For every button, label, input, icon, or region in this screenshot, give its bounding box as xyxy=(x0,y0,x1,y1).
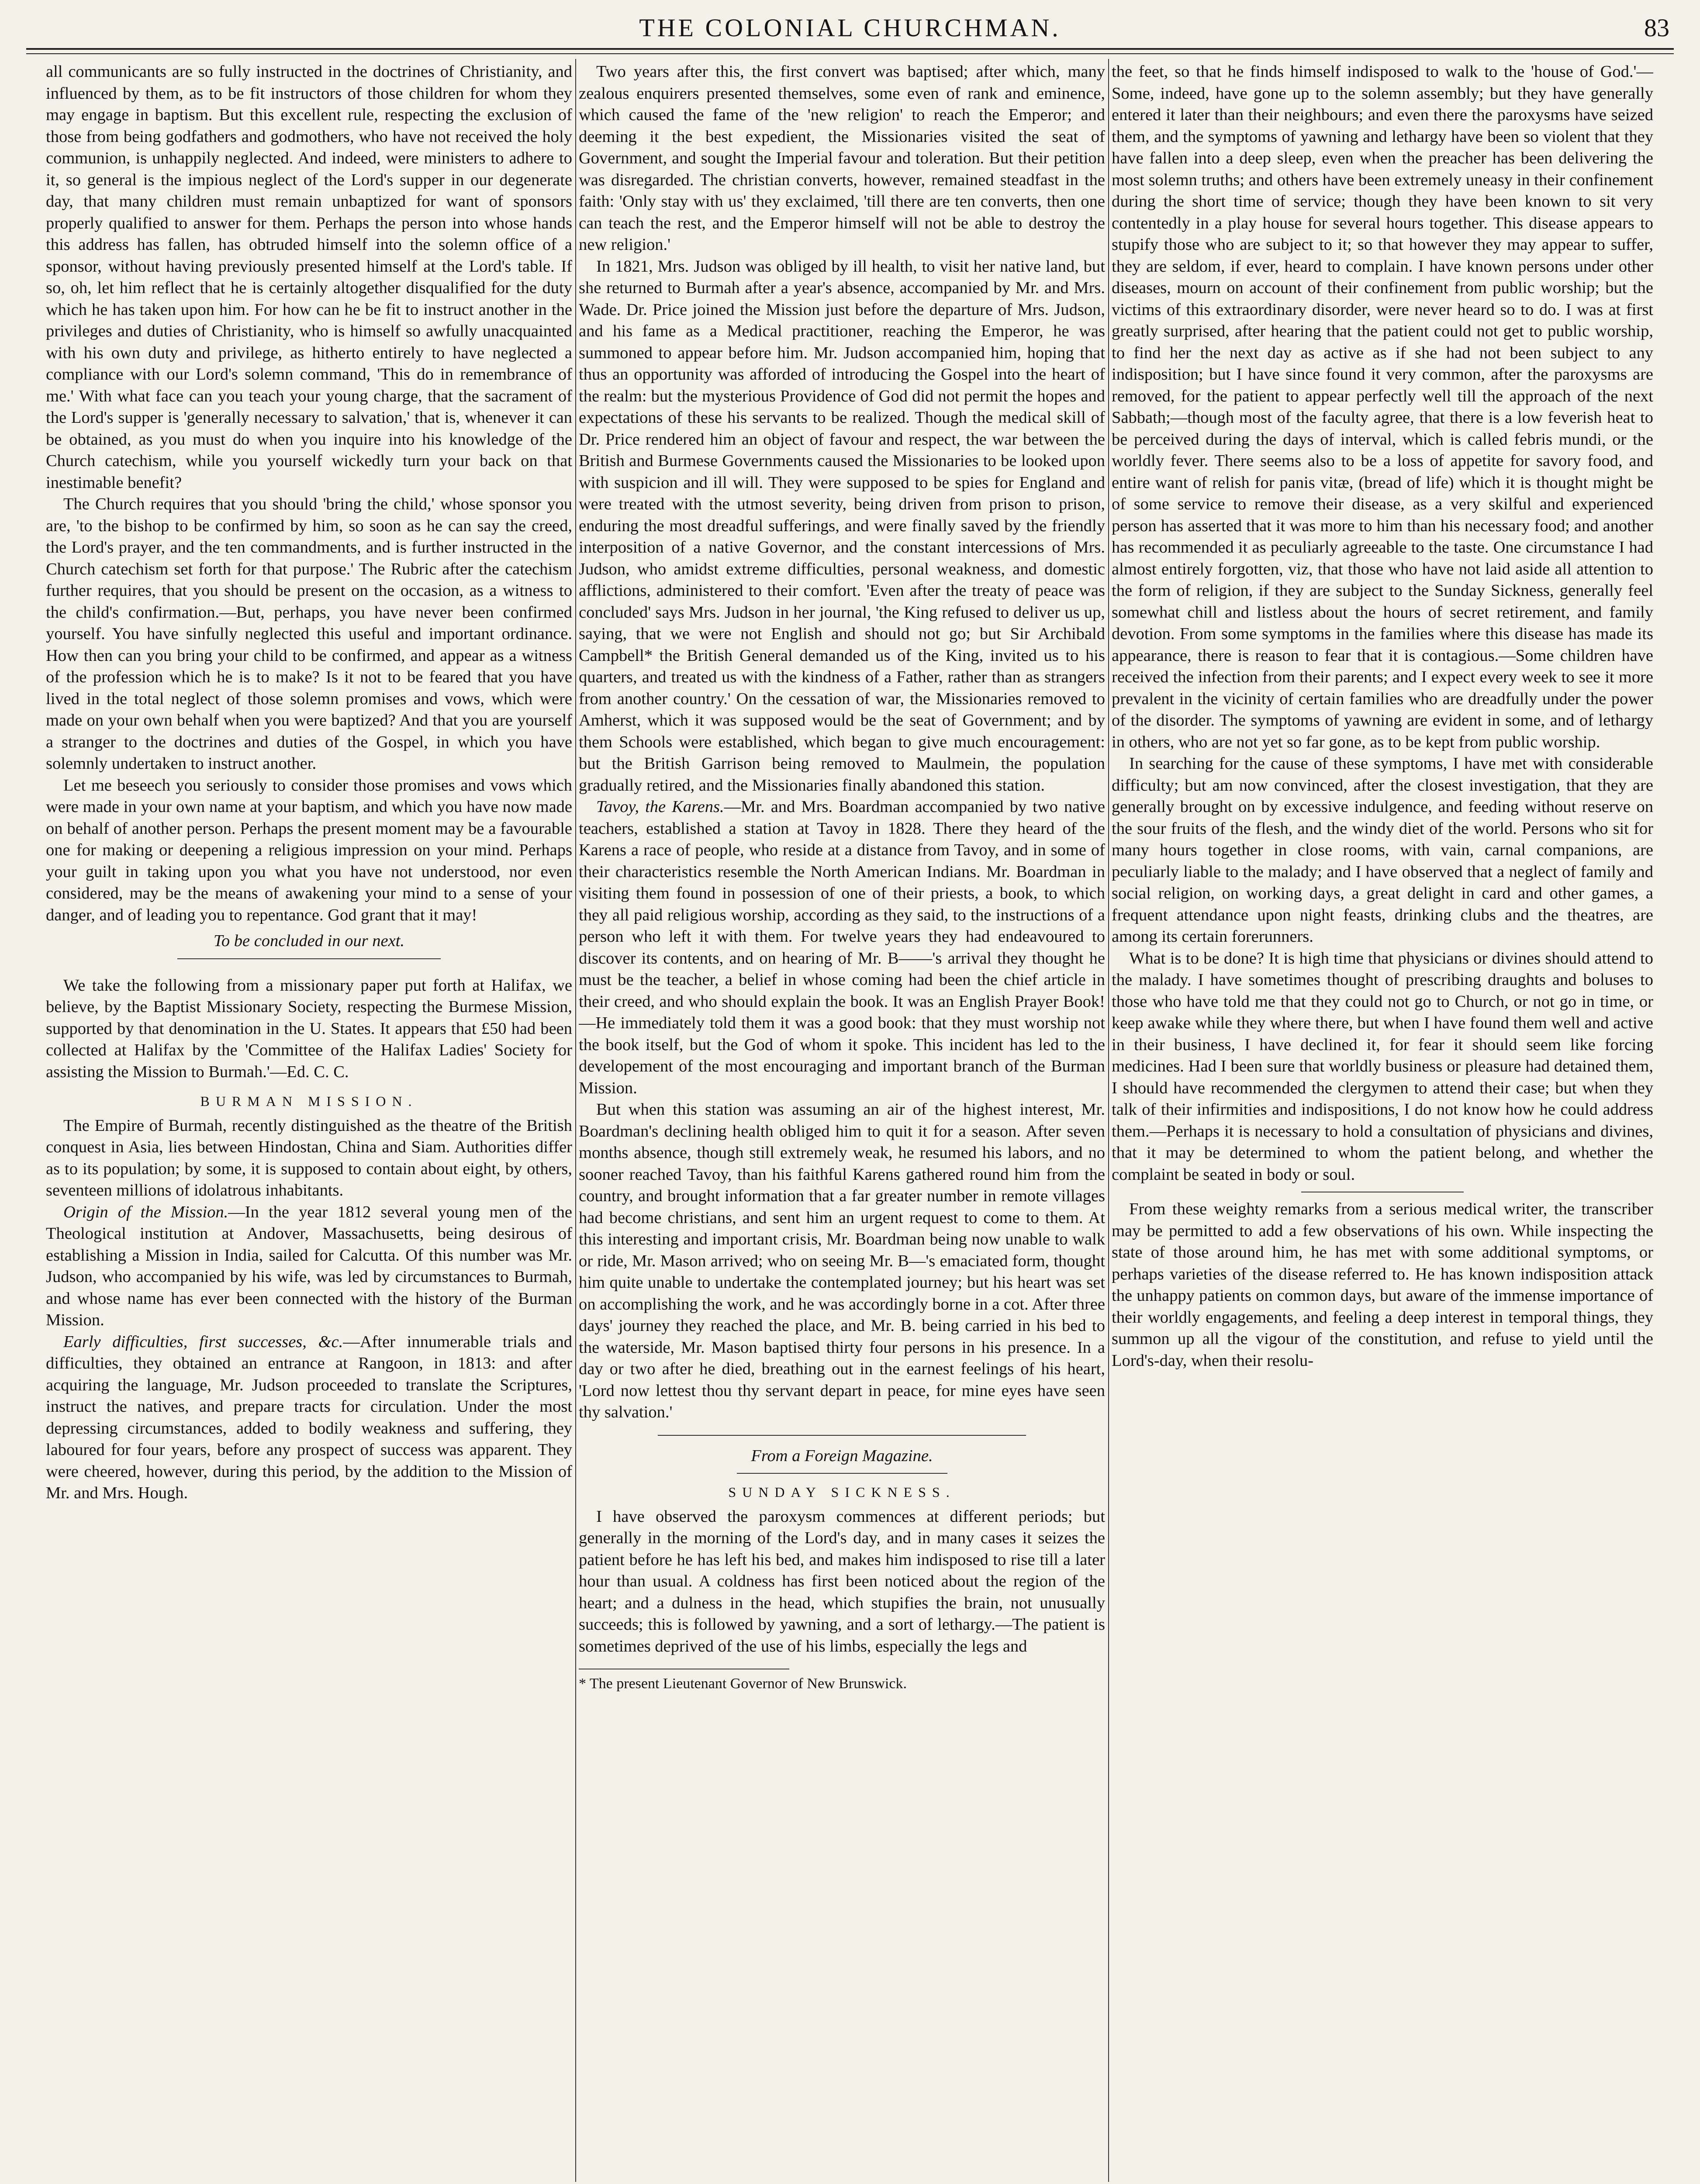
paragraph: Early difficulties, first successes, &c.—After innumerable trials and difficulties, they obtained an entrance at Rangoon, in 1813: and after acquiring the language, Mr. Judson proceeded to translate the Scriptures, instruct the natives, and prepare tracts for circulation. Under the most depressing circumstances, added to bodily weakness and suffering, they laboured for four years, before any prospect of success was apparent. They were cheered, however, during this period, by the addition to the Mission of Mr. and Mrs. Hough. xyxy=(46,1332,572,1502)
column-divider xyxy=(575,59,576,2182)
paragraph: I have observed the paroxysm commences at different periods; but generally in the morning of the Lord's day, and in many cases it seizes the patient before he has left his bed, and makes him indisposed to rise till a later hour than usual. A coldness has first been noticed about the region of the heart; and a dulness in the head, which stupifies the brain, not unusually succeeds; this is followed by yawning, and a sort of lethargy.—The patient is sometimes deprived of the use of his limbs, especially the legs and xyxy=(579,1507,1105,1655)
paragraph: The Empire of Burmah, recently distinguished as the theatre of the British conquest in Asia, lies between Hindostan, China and Siam. Authorities differ as to its population; by some, it is supposed to contain about eight, by others, seventeen millions of idolatrous inhabitants. xyxy=(46,1116,572,1199)
column-1 xyxy=(46,61,572,2184)
subheading: Early difficulties, first successes, &c. xyxy=(63,1332,343,1351)
masthead-title: THE COLONIAL CHURCHMAN. xyxy=(639,14,1061,42)
column-divider xyxy=(1108,59,1109,2182)
paragraph: The Church requires that you should 'bring the child,' whose sponsor you are, 'to the bishop to be confirmed by him, so soon as he can say the creed, the Lord's prayer, and the ten commandments, and is further instructed in the Church catechism set forth for that purpose.' The Rubric after the catechism further requires, that you should be present on the occasion, as a witness to the child's confirmation.—But, perhaps, you have never been confirmed yourself. You have sinfully neglected this useful and important ordinance. How then can you bring your child to be confirmed, and appear as a witness of the profession which he is to make? Is it not to be feared that you have lived in the total neglect of those solemn promises and vows, which were made on your own behalf when you were baptized? And that you are yourself a stranger to the doctrines and duties of the Gospel, in which you have solemnly undertaken to instruct another. xyxy=(46,495,572,773)
paragraph: all communicants are so fully instructed in the doctrines of Christianity, and influenced by them, as to be fit instructors of those children for whom they may engage in baptism. But this excellent rule, respecting the exclusion of those from being godfathers and godmothers, who have not received the holy communion, is unhappily neglected. And indeed, were ministers to adhere to it, so general is the impious neglect of the Lord's supper in our degenerate day, that many children must remain unbaptized for want of sponsors properly qualified to answer for them. Perhaps the person into whose hands this address has fallen, has obtruded himself into the solemn office of a sponsor, without having previously presented himself at the Lord's table. If so, oh, let him reflect that he is certainly altogether disqualified for the duty which he has taken upon him. For how can he be fit to instruct another in the privileges and duties of Christianity, who is himself so awfully unacquainted with his own duty and privilege, as hitherto entirely to have neglected a compliance with our Lord's solemn command, 'This do in remembrance of me.' With what face can you teach your young charge, that the sacrament of the Lord's supper is 'generally necessary to salvation,' that is, whenever it can be obtained, as you must do when you inquire into his knowledge of the Church catechism, while you yourself wickedly turn your back on that inestimable benefit? xyxy=(46,62,572,492)
column-2 xyxy=(579,61,1105,2184)
column-3 xyxy=(1112,61,1653,2184)
section-rule xyxy=(737,1473,947,1474)
source-line: From a Foreign Magazine. xyxy=(751,1446,933,1465)
footnote-text: * The present Lieutenant Governor of New Brunswick. xyxy=(579,1676,907,1692)
section-rule xyxy=(177,958,441,959)
section-heading: SUNDAY SICKNESS. xyxy=(728,1484,956,1500)
header-rule xyxy=(26,48,1674,50)
paragraph: What is to be done? It is high time that physicians or divines should attend to the malady. I have sometimes thought of prescribing draughts and boluses to those who have told me that they could not go to Church, or not go in time, or keep awake while they where there, but when I have found them well and active in their business, I have declined it, for fear it should seem like forcing medicines. Had I been sure that worldly business or pleasure had detained them, I should have recommended the clergymen to attend their case; but when they talk of their infirmities and indispositions, I do not know how he could address them.—Perhaps it is necessary to hold a consultation of physicians and divines, that it may be determined to whom the patient belong, and whether the complaint be seated in body or soul. xyxy=(1112,949,1653,1184)
paragraph: Origin of the Mission.—In the year 1812 several young men of the Theological institution at Andover, Massachusetts, being desirous of establishing a Mission in India, sailed for Calcutta. Of this number was Mr. Judson, who accompanied by his wife, was led by circumstances to Burmah, and whose name has ever been connected with the history of the Burman Mission. xyxy=(46,1203,572,1329)
editorial-intro: We take the following from a missionary paper put forth at Halifax, we believe, by the Baptist Missionary Society, respecting the Burmese Mission, supported by that denomination in the U. States. It appears that £50 had been collected at Halifax by the 'Committee of the Halifax Ladies' Society for assisting the Mission to Burmah.'—Ed. C. C. xyxy=(46,976,572,1081)
paragraph: Let me beseech you seriously to consider those promises and vows which were made in your own name at your baptism, and which you have now made on behalf of another person. Perhaps the present moment may be a favourable one for making or deepening a religious impression on your mind. Perhaps your guilt in taking upon you what you have not understood, nor even considered, may be the means of awakening your mind to a sense of your danger, and of leading you to repentance. God grant that it may! xyxy=(46,776,572,924)
paragraph: the feet, so that he finds himself indisposed to walk to the 'house of God.'—Some, indeed, have gone up to the solemn assembly; but they have generally entered it later than their neighbours; and even there the paroxysms have seized them, and the symptoms of yawning and lethargy have been so violent that they have fallen into a deep sleep, even when the preacher has been delivering the most solemn truths; and others have been extremely uneasy in their confinement during the short time of service; though they have been known to sit very contentedly in a play house for several hours together. This disease appears to stupify those who are subject to it; so that however they may appear to suffer, they are seldom, if ever, heard to complain. I have known persons under other diseases, mourn on account of their confinement from public worship; but the victims of this extraordinary disorder, were never heard so to do. I was at first greatly surprised, after hearing that the patient could not get to public worship, to find her the next day as active as if she had not been subject to any indisposition; but I have since found it very common, after the paroxysms are removed, for the patient to appear perfectly well till the approach of the next Sabbath;—though most of the faculty agree, that there is a low feverish heat to be perceived during the days of interval, which is called febris mundi, or the worldly fever. There seems also to be a loss of appetite for savory food, and entire want of relish for panis vitæ, (bread of life) which it is thought might be of some service to remove their disease, as a very skilful and experienced person has asserted that it was more to him than his necessary food; and another has recommended it as peculiarly agreeable to the taste. One circumstance I had almost entirely forgotten, viz, that those who have not laid aside all attention to the form of religion, if they are subject to the Sunday Sickness, generally feel somewhat chill and listless about the hours of secret retirement, and family devotion. From some symptoms in the families where this disease has made its appearance, there is reason to fear that it is contagious.—Some children have received the infection from their parents; and I expect every week to see it more prevalent in the vicinity of certain families who are dreadfully under the power of the disorder. The symptoms of yawning are evident in some, and of lethargy in others, who are not yet so far gone, as to be kept from public worship. xyxy=(1112,62,1653,751)
paragraph: Two years after this, the first convert was baptised; after which, many zealous enquirers presented themselves, some even of rank and eminence, which caused the fame of the 'new religion' to reach the Emperor; and deeming it the best expedient, the Missionaries visited the seat of Government, and sought the Imperial favour and toleration. But their petition was disregarded. The christian converts, however, remained steadfast in the faith: 'Only stay with us' they exclaimed, 'till there are ten converts, then one can teach the rest, and the Emperor himself will not be able to destroy the new religion.' xyxy=(579,62,1105,254)
paragraph: From these weighty remarks from a serious medical writer, the transcriber may be permitted to add a few observations of his own. While inspecting the state of those around him, he has met with some additional symptoms, or perhaps varieties of the disease referred to. He has known indisposition attack the unhappy patients on common days, but aware of the immense importance of their worldly engagements, and feeling a deep interest in temporal things, they summon up all the vigour of the constitution, and refuse to yield until the Lord's-day, when their resolu- xyxy=(1112,1200,1653,1370)
section-heading: BURMAN MISSION. xyxy=(200,1093,418,1109)
page-header xyxy=(26,9,1674,50)
paragraph: In 1821, Mrs. Judson was obliged by ill health, to visit her native land, but she returned to Burmah after a year's absence, accompanied by Mr. and Mrs. Wade. Dr. Price joined the Mission just before the departure of Mrs. Judson, and his fame as a Medical practitioner, reaching the Emperor, he was summoned to appear before him. Mr. Judson accompanied him, hoping that thus an opportunity was afforded of introducing the Gospel into the heart of the realm: but the mysterious Providence of God did not permit the hopes and expectations of these his servants to be realized. Though the medical skill of Dr. Price rendered him an object of favour and respect, the war between the British and Burmese Governments caused the Missionaries to be looked upon with suspicion and ill will. They were supposed to be spies for England and were treated with the utmost severity, being driven from prison to prison, enduring the most dreadful sufferings, and were finally saved by the friendly interposition of a native Governor, and the constant intercessions of Mrs. Judson, who amidst extreme difficulties, personal weakness, and domestic afflictions, administered to their comfort. 'Even after the treaty of peace was concluded' says Mrs. Judson in her journal, 'the King refused to deliver us up, saying, that we were not English and should not go; but Sir Archibald Campbell* the British General demanded us of the King, invited us to his quarters, and treated us with the kindness of a Father, rather than as strangers from another country.' On the cessation of war, the Missionaries removed to Amherst, which it was supposed would be the seat of Government; and by them Schools were established, which began to give much encouragement: but the British Garrison being removed to Maulmein, the population gradually retired, and the Missionaries finally abandoned this station. xyxy=(579,257,1105,795)
paragraph: Tavoy, the Karens.—Mr. and Mrs. Boardman accompanied by two native teachers, established a station at Tavoy in 1828. There they heard of the Karens a race of people, who reside at a distance from Tavoy, and in some of their characteristics resemble the North American Indians. Mr. Boardman in visiting them found in possession of one of their priests, a book, to which they all paid religious worship, according as they said, to the instructions of a person who left it with them. For twelve years they had endeavoured to discover its contents, and on hearing of Mr. B——'s arrival they thought he must be the teacher, a belief in whose coming had been the chief article in their creed, and who should explain the book. It was an English Prayer Book!—He immediately told them it was a good book: that they must worship not the book itself, but the God of whom it spoke. This incident has led to the developement of the most encouraging and important branch of the Burman Mission. xyxy=(579,798,1105,1097)
subheading: Origin of the Mission. xyxy=(63,1203,228,1221)
footnote xyxy=(579,1669,1105,1695)
header-rule-thin xyxy=(26,53,1674,54)
paragraph: In searching for the cause of these symptoms, I have met with considerable difficulty; but am now convinced, after the closest investigation, that they are generally brought on by excessive indulgence, and feeding without reserve on the sour fruits of the flesh, and the windy diet of the world. Persons who sit for many hours together in close rooms, with vain, carnal companions, are peculiarly liable to the malady; and I have observed that a neglect of family and social religion, on working days, a great delight in card and other games, a frequent attendance upon night feasts, drinking clubs and the theatres, are among its certain forerunners. xyxy=(1112,754,1653,946)
paragraph: But when this station was assuming an air of the highest interest, Mr. Boardman's declining health obliged him to quit it for a season. After seven months absence, though still extremely weak, he resumed his labors, and no sooner reached Tavoy, than his faithful Karens gathered round him from the country, and brought information that a far greater number in remote villages had become christians, and sent him an urgent request to come to them. At this interesting and important crisis, Mr. Boardman being now unable to walk or ride, Mr. Mason arrived; who on seeing Mr. B—'s emaciated form, thought him quite unable to undertake the contemplated journey; but his heart was set on accomplishing the work, and he was accordingly borne in a cot. After three days' journey they reached the place, and Mr. B. being carried in his bed to the waterside, Mr. Mason baptised thirty four persons in his presence. In a day or two after he died, breathing out in the earnest feelings of his heart, 'Lord now lettest thou thy servant depart in peace, for mine eyes have seen thy salvation.' xyxy=(579,1100,1105,1421)
page-number: 83 xyxy=(1644,14,1669,42)
continuation-note: To be concluded in our next. xyxy=(214,932,404,950)
section-rule xyxy=(658,1435,1026,1436)
subheading: Tavoy, the Karens. xyxy=(596,798,724,816)
